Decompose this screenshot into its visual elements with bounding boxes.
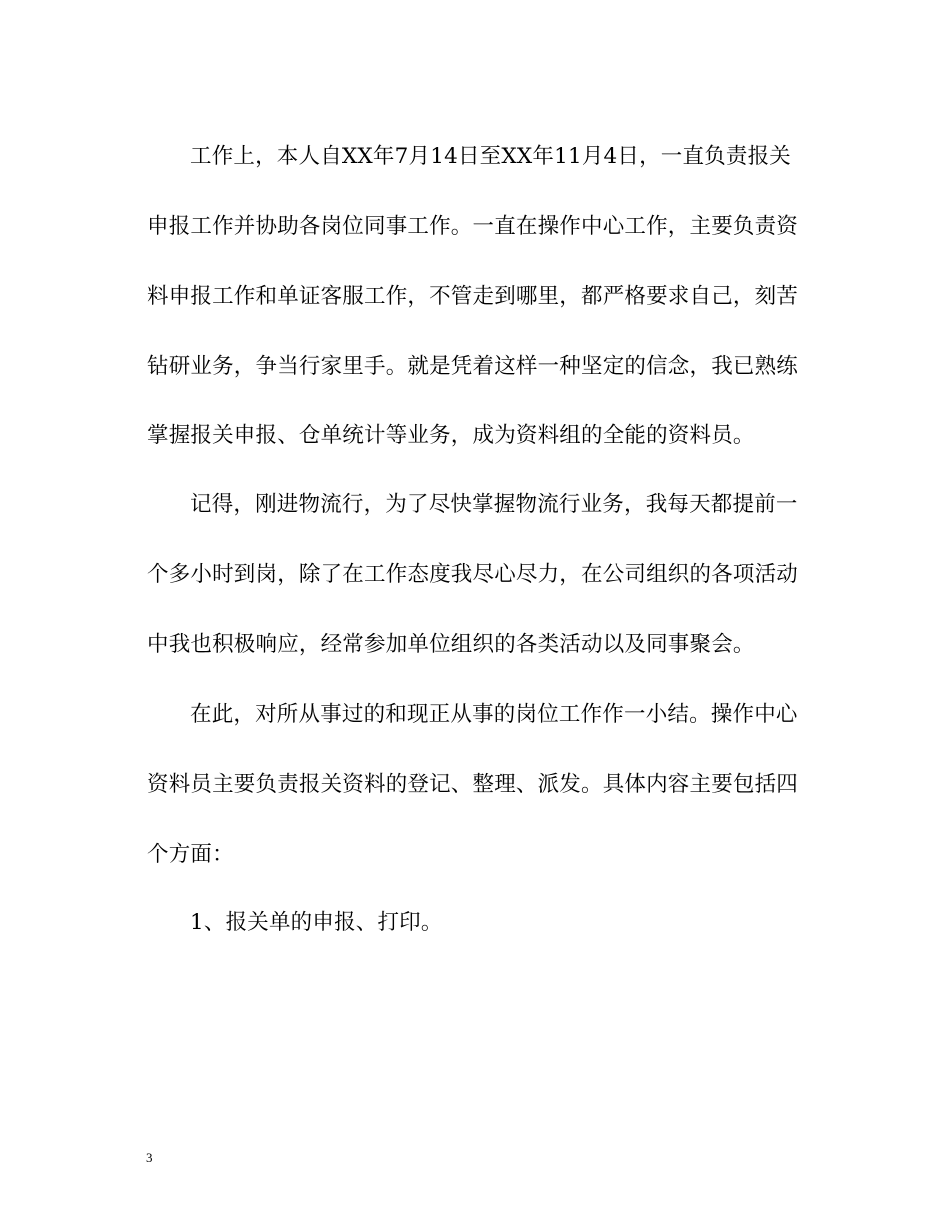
page-number: 3 bbox=[146, 1150, 153, 1165]
paragraph-2-line-3: 中我也积极响应，经常参加单位组织的各类活动以及同事聚会。 bbox=[147, 632, 755, 657]
paragraph-3-line-1: 在此，对所从事过的和现正从事的岗位工作作一小结。操作中心 bbox=[190, 702, 798, 727]
paragraph-2-line-1: 记得，刚进物流行，为了尽快掌握物流行业务，我每天都提前一 bbox=[190, 492, 798, 517]
paragraph-1-line-3: 料申报工作和单证客服工作，不管走到哪里，都严格要求自己，刻苦 bbox=[147, 284, 799, 309]
paragraph-1-line-2: 申报工作并协助各岗位同事工作。一直在操作中心工作，主要负责资 bbox=[147, 214, 799, 239]
paragraph-1-line-5: 掌握报关申报、仓单统计等业务，成为资料组的全能的资料员。 bbox=[147, 423, 755, 448]
paragraph-3-line-3: 个方面： bbox=[147, 842, 234, 867]
paragraph-2-line-2: 个多小时到岗，除了在工作态度我尽心尽力，在公司组织的各项活动 bbox=[147, 562, 799, 587]
paragraph-4-line-1: 1、报关单的申报、打印。 bbox=[190, 910, 443, 935]
paragraph-1-line-1: 工作上，本人自XX年7月14日至XX年11月4日，一直负责报关 bbox=[190, 144, 792, 169]
paragraph-1-line-4: 钻研业务，争当行家里手。就是凭着这样一种坚定的信念，我已熟练 bbox=[147, 354, 799, 379]
paragraph-3-line-2: 资料员主要负责报关资料的登记、整理、派发。具体内容主要包括四 bbox=[147, 772, 799, 797]
